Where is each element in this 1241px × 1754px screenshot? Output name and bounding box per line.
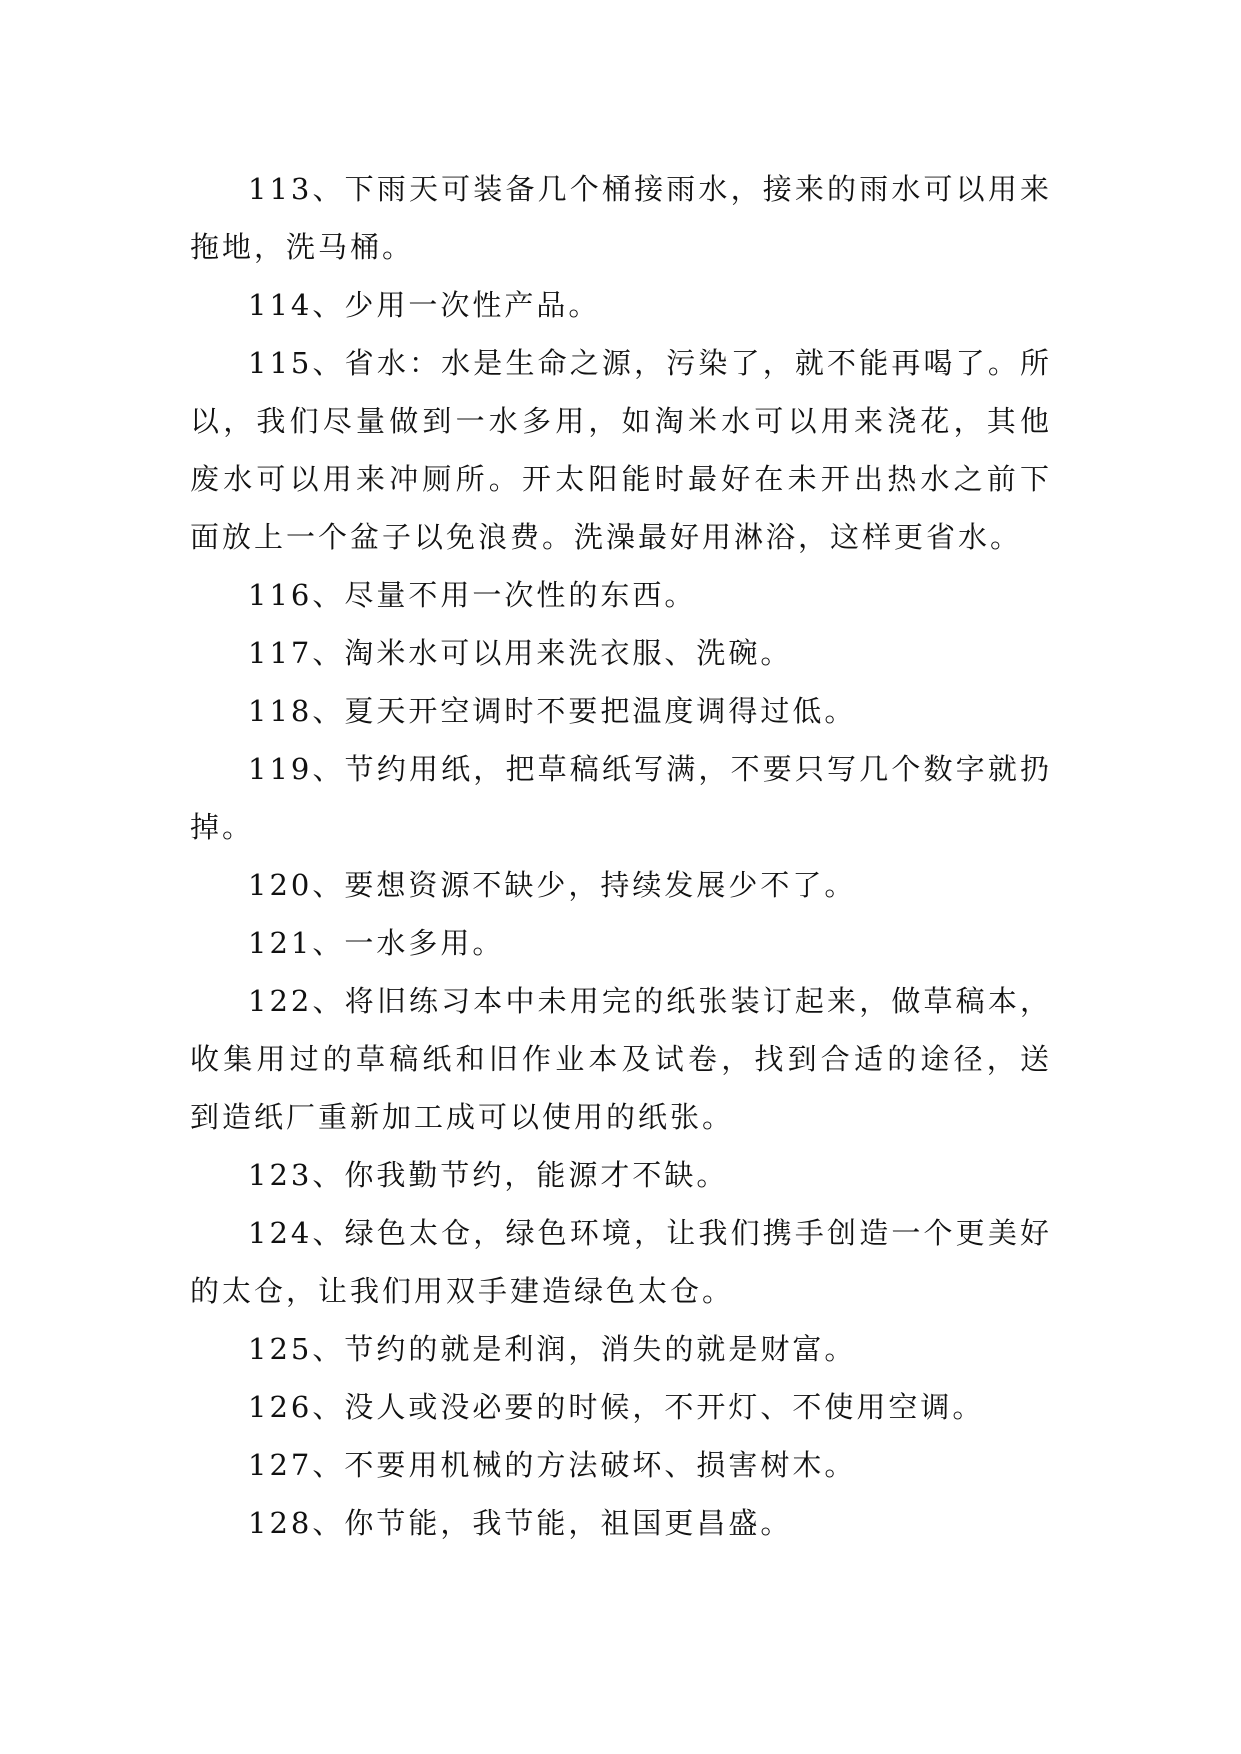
paragraph-122: 122、将旧练习本中未用完的纸张装订起来，做草稿本，收集用过的草稿纸和旧作业本及试卷，找到合适的途径，送到造纸厂重新加工成可以使用的纸张。 — [190, 984, 1052, 1134]
paragraph-117: 117、淘米水可以用来洗衣服、洗碗。 — [248, 636, 793, 670]
paragraph-121: 121、一水多用。 — [248, 926, 505, 960]
paragraph-127: 127、不要用机械的方法破坏、损害树木。 — [248, 1448, 857, 1482]
paragraph-120: 120、要想资源不缺少，持续发展少不了。 — [248, 868, 857, 902]
paragraph-123: 123、你我勤节约，能源才不缺。 — [248, 1158, 729, 1192]
paragraph-116: 116、尽量不用一次性的东西。 — [248, 578, 697, 612]
paragraph-118: 118、夏天开空调时不要把温度调得过低。 — [248, 694, 857, 728]
paragraph-126: 126、没人或没必要的时候，不开灯、不使用空调。 — [248, 1390, 985, 1424]
paragraph-113: 113、下雨天可装备几个桶接雨水，接来的雨水可以用来拖地，洗马桶。 — [190, 172, 1052, 264]
document-body — [190, 160, 1052, 1552]
paragraph-114: 114、少用一次性产品。 — [248, 288, 601, 322]
paragraph-128: 128、你节能，我节能，祖国更昌盛。 — [248, 1506, 793, 1540]
paragraph-125: 125、节约的就是利润，消失的就是财富。 — [248, 1332, 857, 1366]
paragraph-115: 115、省水：水是生命之源，污染了，就不能再喝了。所以，我们尽量做到一水多用，如淘米水可以用来浇花，其他废水可以用来冲厕所。开太阳能时最好在未开出热水之前下面放上一个盆子以免浪费。洗澡最好用淋浴，这样更省水。 — [190, 346, 1052, 554]
paragraph-119: 119、节约用纸，把草稿纸写满，不要只写几个数字就扔掉。 — [190, 752, 1052, 844]
paragraph-124: 124、绿色太仓，绿色环境，让我们携手创造一个更美好的太仓，让我们用双手建造绿色太仓。 — [190, 1216, 1052, 1308]
